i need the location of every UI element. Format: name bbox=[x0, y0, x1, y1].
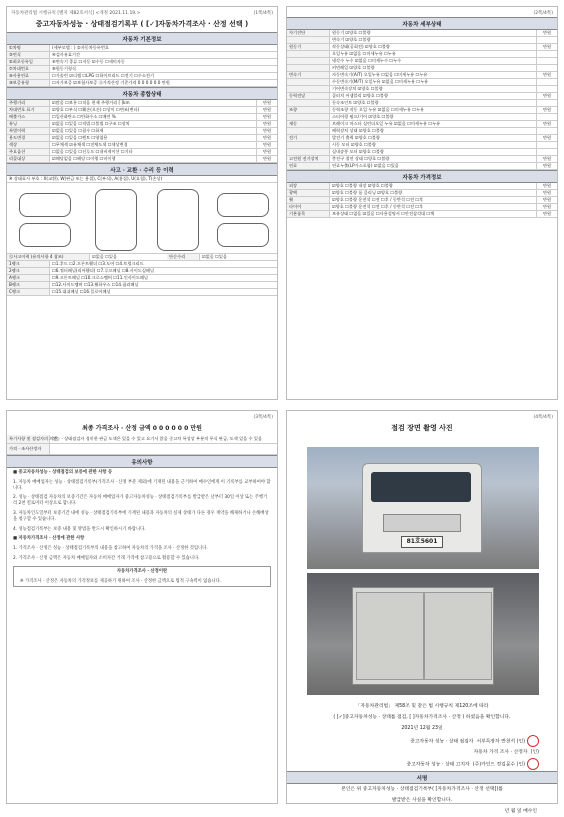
row-result: 만원 bbox=[536, 163, 557, 169]
row-result: 만원 bbox=[256, 135, 277, 141]
form-page-1 bbox=[6, 6, 278, 400]
row-value: ☑해당없음 ☐해당 ☐이행 ☐미이행 bbox=[52, 156, 116, 161]
form-page-3 bbox=[6, 410, 278, 804]
row-label: C랭크 bbox=[7, 289, 50, 295]
row-value: ☐6.쿼터패널(리어휀더) ☐7.루프패널 ☐8.사이드실패널 bbox=[52, 268, 154, 273]
windshield bbox=[371, 472, 471, 502]
table-row bbox=[7, 45, 277, 52]
notice-item: 1. 자동차 매매업자는 성능 · 상태점검기록부(가격조사 · 산정 부분 제외)에 기재된 내용을 근거하여 매수인에게 이 기록부를 교부하여야 합니다. bbox=[13, 479, 271, 491]
row-label bbox=[287, 100, 330, 106]
notice-item: 4. 성능점검기록부는 보증 내용 및 방법을 반드시 확인하시기 바랍니다. bbox=[13, 526, 146, 532]
row-value: ☐가솔린 ☑디젤 ☐LPG ☐하이브리드 ☐전기 ☐수소전기 bbox=[52, 73, 155, 78]
car-outline-left-2 bbox=[19, 223, 71, 247]
row-result: 만원 bbox=[536, 72, 557, 78]
row-value: 실내송풍 모터 ☑양호 ☐불량 bbox=[332, 149, 384, 154]
row-result bbox=[536, 149, 557, 155]
form-number: 자동차관리법 시행규칙 [별지 제82호서식] <개정 2021.11.19.> bbox=[11, 11, 141, 16]
row-value: ☑없음 ☐있음 ☐적법 ☐불법 ☐구조 ☐장치 bbox=[52, 121, 130, 126]
table-row bbox=[287, 142, 557, 149]
table-row bbox=[287, 149, 557, 156]
row-value: ⑥변속기 종류 ☐자동 ☑수동 ☐세미자동 bbox=[52, 59, 125, 64]
row-value: 연료누출(LP가스포함) ☑없음 ☐있음 bbox=[332, 163, 399, 168]
row-result: 만원 bbox=[256, 142, 277, 148]
vehicle-diagram bbox=[7, 183, 277, 254]
row-value: 충전구 절연 상태 ☐양호 ☐불량 bbox=[332, 156, 390, 161]
row-result: 만원 bbox=[536, 190, 557, 196]
table-row bbox=[7, 114, 277, 121]
row-value: 보유상태 ☐없음 ☑있음 ☐사용설명서 ☐안전삼각대 ☐잭 bbox=[332, 211, 435, 216]
issue-date: 2021년 12월 23일 bbox=[401, 726, 443, 731]
signer-3-label: 중고자동차 성능 · 상태 고지자 bbox=[406, 762, 470, 768]
row-label: 색상 bbox=[7, 142, 50, 148]
table-row bbox=[7, 275, 277, 282]
cargo-box bbox=[352, 587, 494, 685]
row-value: 브레이크 마스터 실린더오일 누유 ☑없음 ☐미세누유 ☐누유 bbox=[332, 121, 441, 126]
row-result: 만원 bbox=[256, 156, 277, 162]
receipt-signature-line: 년 월 일 매수인 bbox=[504, 809, 537, 814]
table-row bbox=[287, 30, 557, 37]
row-label: 기본품목 bbox=[287, 211, 330, 217]
table-row bbox=[287, 58, 557, 65]
row-value: 스티어링 펌프/기어 ☑양호 ☐불량 bbox=[332, 114, 394, 119]
stamp-icon bbox=[527, 758, 539, 770]
row-result bbox=[536, 128, 557, 134]
row-result: 만원 bbox=[536, 135, 557, 141]
table-row bbox=[287, 51, 557, 58]
notice-item: 2. 가격조사 · 산정 금액은 자동차 매매업자와 소비자간 거래 가격에 참고용으로 활용할 수 있습니다. bbox=[13, 555, 200, 561]
cargo-door-left bbox=[356, 592, 424, 680]
price-info-header: 자동차 가격정보 bbox=[287, 170, 557, 183]
row-label bbox=[287, 51, 330, 57]
row-result: 만원 bbox=[536, 107, 557, 113]
table-row bbox=[287, 86, 557, 93]
row-label: 특별이력 bbox=[7, 128, 50, 134]
row-value: ☐9.프론트패널 ☐10.크로스멤버 ☐11.인사이드패널 bbox=[52, 275, 148, 280]
row-result bbox=[536, 100, 557, 106]
row-label: 배출가스 bbox=[7, 114, 50, 120]
row-result: 만원 bbox=[256, 107, 277, 113]
table-row bbox=[287, 79, 557, 86]
table-row bbox=[287, 190, 557, 197]
row-label: ⑩보증유형 bbox=[7, 80, 50, 86]
row-value: 원동기 ☑양호 ☐불량 bbox=[332, 30, 371, 35]
cargo-door-right bbox=[424, 592, 492, 680]
notice-subtitle-1: ■ 중고자동차성능 · 상태점검의 보증에 관한 사항 등 bbox=[13, 470, 113, 475]
row-result: 만원 bbox=[536, 183, 557, 189]
signer-1-name: 서부특장차 반천석 (인) bbox=[476, 739, 525, 745]
row-label: 주행거리 bbox=[7, 100, 50, 106]
row-label: ⑦차대번호 bbox=[7, 66, 50, 72]
table-row bbox=[287, 93, 557, 100]
row-label: 차대번호 표기 bbox=[7, 107, 50, 113]
table-row bbox=[7, 261, 277, 268]
table-row bbox=[7, 52, 277, 59]
car-outline-right-2 bbox=[217, 223, 269, 247]
row-label: 연료 bbox=[287, 163, 330, 169]
row-label: 1랭크 bbox=[7, 261, 50, 267]
table-row bbox=[7, 289, 277, 296]
row-label bbox=[287, 37, 330, 43]
notice-header: 유의사항 bbox=[7, 455, 277, 468]
row-label: 휠 bbox=[287, 197, 330, 203]
legal-statement-1: 「자동차관리법」 제58조 및 같은 법 시행규칙 제120조에 따라 bbox=[355, 704, 489, 709]
table-row bbox=[287, 211, 557, 218]
row-value: ☐무채색 ☑유채색 ☐전체도색 ☐색상변경 bbox=[52, 142, 128, 147]
accident-history-value: ☑없음 ☐있음 bbox=[92, 254, 118, 259]
notice-item: 2. 성능 · 상태점검 자동차의 보증기간은 자동차 매매업자가 중고자동차성능 · 상태점검기록부를 발급받은 날부터 30일 이상 또는 주행거리 2천 킬로미터 이상으로 합니다. bbox=[13, 495, 268, 507]
simple-repair-value: ☑없음 ☐있음 bbox=[202, 254, 228, 259]
row-label: 조향 bbox=[287, 107, 330, 113]
table-row bbox=[7, 142, 277, 149]
row-label bbox=[287, 114, 330, 120]
row-value: ☐15.대쉬패널 ☐16.플로어패널 bbox=[52, 289, 111, 294]
table-row bbox=[287, 197, 557, 204]
detail-status-header: 자동차 세부상태 bbox=[287, 17, 557, 30]
row-value: 오일누유 ☑없음 ☐미세누유 ☐누유 bbox=[332, 51, 396, 56]
remarks-label: 특기사항 및 점검자의 의견 bbox=[9, 436, 58, 441]
table-row bbox=[287, 107, 557, 114]
overall-status-header: 자동차 종합상태 bbox=[7, 87, 277, 100]
car-outline-top bbox=[95, 189, 137, 251]
table-row bbox=[7, 149, 277, 156]
table-row bbox=[7, 135, 277, 142]
row-value: 커먼레일 ☑양호 ☐불량 bbox=[332, 65, 375, 70]
table-row bbox=[287, 156, 557, 163]
form-page-2 bbox=[286, 6, 558, 400]
table-row bbox=[7, 73, 277, 80]
row-value: ☐1.후드 ☐2.프론트휀더 ☐3.도어 ☐4.트렁크리드 bbox=[52, 261, 144, 266]
row-label: 주요옵션 bbox=[7, 149, 50, 155]
row-result: 만원 bbox=[256, 128, 277, 134]
row-result: 만원 bbox=[536, 30, 557, 36]
damage-history-header: 사고 · 교환 · 수리 등 이력 bbox=[7, 163, 277, 176]
notice-item: 3. 자동차인도일부터 보증기간 내에 성능 · 상태점검기록부에 기재된 내용과 자동차의 실제 상태가 다른 경우 계약을 해제하거나 손해배상을 청구할 수 있습니다. bbox=[13, 510, 269, 522]
row-value: ☑많음 ☐보통 ☐적음 현재 주행거리 [ ]km bbox=[52, 100, 130, 105]
license-plate: 81호5601 bbox=[401, 536, 443, 548]
row-result: 만원 bbox=[256, 100, 277, 106]
form-page-4 bbox=[286, 410, 558, 814]
row-value: ☑양호 ☐부식 ☐훼손(오손) ☐상이 ☐변조(변타) bbox=[52, 107, 140, 112]
signer-2-name: (인) bbox=[530, 750, 539, 755]
row-label: 광택 bbox=[287, 190, 330, 196]
signer-3-name: (주)카인드 정김문수 (인) bbox=[472, 762, 525, 768]
row-value: ☑양호 ☐불량 내장 ☑양호 ☐불량 bbox=[332, 183, 393, 188]
row-label: B랭크 bbox=[7, 282, 50, 288]
notice-item: 1. 가격조사 · 산정은 성능 · 상태점검기록부의 내용을 참고하여 자동차의 가격을 조사 · 산정한 것입니다. bbox=[13, 546, 208, 552]
row-value: ⑧원동기형식 bbox=[52, 66, 76, 71]
row-label: 튜닝 bbox=[7, 121, 50, 127]
table-row bbox=[7, 282, 277, 289]
row-result: 만원 bbox=[536, 156, 557, 162]
row-label: 변속기 bbox=[287, 72, 330, 78]
row-value: 발전기 출력 ☑양호 ☐불량 bbox=[332, 135, 380, 140]
receipt-line-2: 발급받은 사실을 확인합니다. bbox=[391, 798, 453, 803]
row-label: 타이어 bbox=[287, 204, 330, 210]
row-label bbox=[287, 128, 330, 134]
car-outline-left bbox=[19, 193, 71, 217]
row-label: 용도변경 bbox=[7, 135, 50, 141]
row-value: ☑양호 ☐불량 운전석 ☐전 ☐후 / 동반석 ☐전 ☐후 bbox=[332, 204, 424, 209]
table-row bbox=[7, 80, 277, 87]
row-result bbox=[536, 65, 557, 71]
row-label bbox=[287, 65, 330, 71]
row-result: 만원 bbox=[536, 211, 557, 217]
damage-legend: ※ 상태표시 부호 : X(교환), W(판금 또는 용접), C(부식), A(흠집), U(요철), T(손상) bbox=[9, 176, 163, 181]
row-result bbox=[536, 37, 557, 43]
row-result bbox=[536, 142, 557, 148]
row-value: 냉각수 누수 ☑없음 ☐미세누수 ☐누수 bbox=[332, 58, 402, 63]
remarks-value: 성능 · 상태점검자 경미한 판금 도색은 있을 수 있고 요기서 않음 중고차 특성상 부분적 무식 판금, 도색 있을 수 있음 bbox=[52, 436, 262, 441]
row-result bbox=[536, 79, 557, 85]
table-row bbox=[7, 128, 277, 135]
table-row bbox=[287, 44, 557, 51]
row-value: (세부모델 : ) ②자동차등록번호 bbox=[52, 45, 109, 50]
footer-title: 자동차가격조사 · 산정이란 bbox=[116, 568, 168, 574]
row-result: 만원 bbox=[256, 149, 277, 155]
row-result: 만원 bbox=[536, 204, 557, 210]
row-label: 2랭크 bbox=[7, 268, 50, 274]
row-label: 동력전달 bbox=[287, 93, 330, 99]
row-label bbox=[287, 58, 330, 64]
row-value: 수동변속기(M/T) 오일누유 ☑없음 ☐미세누유 ☐누유 bbox=[332, 79, 429, 84]
table-row bbox=[287, 65, 557, 72]
row-label: 전기 bbox=[287, 135, 330, 141]
simple-repair-label: 단순수리 bbox=[167, 254, 200, 260]
row-value: 동력조향 작동 오일 누유 ☑없음 ☐미세누유 ☐누유 bbox=[332, 107, 425, 112]
row-label: 리콜대상 bbox=[7, 156, 50, 162]
row-label bbox=[287, 149, 330, 155]
row-label bbox=[287, 79, 330, 85]
receipt-line-1: 본인은 위 중고자동차성능 · 상태점검기록부( [자동차가격조사 · 산정 선택])를 bbox=[341, 787, 503, 792]
table-row bbox=[7, 107, 277, 114]
row-value: 자동변속기(A/T) 오일누유 ☐없음 ☐미세누유 ☐누유 bbox=[332, 72, 428, 77]
row-value: 기어변속장치 ☑양호 ☐불량 bbox=[332, 86, 383, 91]
row-result: 만원 bbox=[536, 93, 557, 99]
footer-box bbox=[13, 566, 271, 588]
row-label: 제동 bbox=[287, 121, 330, 127]
page-number: (2쪽/4쪽) bbox=[533, 11, 553, 16]
signer-2-label: 자동차 가격 조사 · 산정자 bbox=[473, 750, 528, 755]
row-result: 만원 bbox=[536, 44, 557, 50]
car-outline-right bbox=[217, 193, 269, 217]
stamp-icon bbox=[527, 735, 539, 747]
row-result: 만원 bbox=[256, 114, 277, 120]
table-row bbox=[7, 121, 277, 128]
table-row bbox=[287, 163, 557, 170]
price-examiner-label: 가격 · 조사산정자 bbox=[7, 444, 50, 454]
notice-subtitle-2: ■ 자동차가격조사 · 산정에 관한 사항 bbox=[13, 536, 85, 542]
grille bbox=[383, 514, 461, 532]
row-value: ④검사유효기간 bbox=[52, 52, 81, 57]
table-row bbox=[287, 37, 557, 44]
row-label: 외장 bbox=[287, 183, 330, 189]
table-row bbox=[7, 66, 277, 73]
row-value: 변속기 ☑양호 ☐불량 bbox=[332, 37, 371, 42]
form-title: 중고자동차성능 · 상태점검기록부 ( [✓]자동차가격조사 · 산정 선택 ) bbox=[35, 20, 249, 28]
page-number: (3쪽/4쪽) bbox=[253, 415, 273, 420]
row-value: 배력장치 상태 ☑양호 ☐불량 bbox=[332, 128, 384, 133]
legal-statement-2: ( [✓]중고자동차성능 · 상태를 점검, [ ]자동차가격조사 · 산정 ) 하였음을 확인합니다. bbox=[333, 715, 511, 720]
receipt-header: 서명 bbox=[287, 771, 557, 784]
truck-front-photo bbox=[307, 447, 539, 569]
row-label bbox=[287, 86, 330, 92]
signer-1-label: 중고자동차 성능 · 상태 점검자 bbox=[410, 739, 474, 745]
photo-section-title: 점검 장면 촬영 사진 bbox=[391, 424, 453, 432]
row-value: ☑양호 ☐불량 운전석 ☐전 ☐후 / 동반석 ☐전 ☐후 bbox=[332, 197, 424, 202]
row-value: ☑없음 ☐있음 ☐렌트 ☐영업용 bbox=[52, 135, 108, 140]
row-result: 만원 bbox=[536, 121, 557, 127]
basic-info-header: 자동차 기본정보 bbox=[7, 32, 277, 45]
row-value: ☐없음 ☐있음 ☐선루프 ☐내비게이션 ☐기타 bbox=[52, 149, 133, 154]
row-result bbox=[536, 86, 557, 92]
page-number: (1쪽/4쪽) bbox=[253, 11, 273, 16]
row-label: ⑨사용연료 bbox=[7, 73, 50, 79]
table-row bbox=[287, 183, 557, 190]
car-outline-bottom bbox=[157, 189, 199, 251]
table-row bbox=[287, 135, 557, 142]
row-value: ☑없음 ☐있음 ☐침수 ☐화재 bbox=[52, 128, 104, 133]
row-result: 만원 bbox=[256, 121, 277, 127]
row-label bbox=[287, 142, 330, 148]
row-label: ③연식 bbox=[7, 52, 50, 58]
truck-rear-photo bbox=[307, 573, 539, 695]
table-row bbox=[287, 128, 557, 135]
row-value: 클러치 어셈블리 ☑양호 ☐불량 bbox=[332, 93, 388, 98]
row-value: 시동 모터 ☑양호 ☐불량 bbox=[332, 142, 376, 147]
accident-history-label: ⑫사고이력 (유의사항 4 참조) bbox=[7, 254, 90, 260]
row-value: 등속조인트 ☑양호 ☐불량 bbox=[332, 100, 379, 105]
table-row bbox=[7, 268, 277, 275]
row-label: ⑤최초등록일 bbox=[7, 59, 50, 65]
table-row bbox=[287, 114, 557, 121]
row-label: 고전원 전기장치 bbox=[287, 156, 330, 162]
table-row bbox=[287, 100, 557, 107]
row-value: ☐일산화탄소 ☐탄화수소 ☐매연 % bbox=[52, 114, 116, 119]
row-label: A랭크 bbox=[7, 275, 50, 281]
page-number: (4쪽/4쪽) bbox=[533, 415, 553, 420]
row-result: 만원 bbox=[536, 197, 557, 203]
row-result bbox=[536, 51, 557, 57]
table-row bbox=[287, 121, 557, 128]
row-value: ☐자가보증 ☑보험사보증 ⑪가격산정 기준가격 0 0 0 0 0 0 만원 bbox=[52, 80, 170, 85]
row-label: 원동기 bbox=[287, 44, 330, 50]
row-label: 자기진단 bbox=[287, 30, 330, 36]
row-value: 작동상태(공회전) ☑양호 ☐불량 bbox=[332, 44, 390, 49]
footer-text: ※ 가격조사 · 산정은 자동차의 가격정보를 제공하기 위하여 조사 · 산정한 금액으로 법적 구속력이 없습니다. bbox=[20, 578, 222, 584]
row-value: ☑양호 ☐불량 룸 클리닝 ☑양호 ☐불량 bbox=[332, 190, 403, 195]
row-result bbox=[536, 114, 557, 120]
table-row bbox=[287, 204, 557, 211]
truck-cab bbox=[362, 463, 482, 553]
final-price-title: 최종 가격조사 · 산정 금액 0 0 0 0 0 0 만원 bbox=[82, 425, 202, 432]
row-result bbox=[536, 58, 557, 64]
table-row bbox=[7, 156, 277, 163]
row-label: ①차명 bbox=[7, 45, 50, 51]
table-row bbox=[7, 59, 277, 66]
table-row bbox=[7, 100, 277, 107]
row-value: ☐12.사이드멤버 ☐13.휠하우스 ☐14.필러패널 bbox=[52, 282, 139, 287]
table-row bbox=[287, 72, 557, 79]
